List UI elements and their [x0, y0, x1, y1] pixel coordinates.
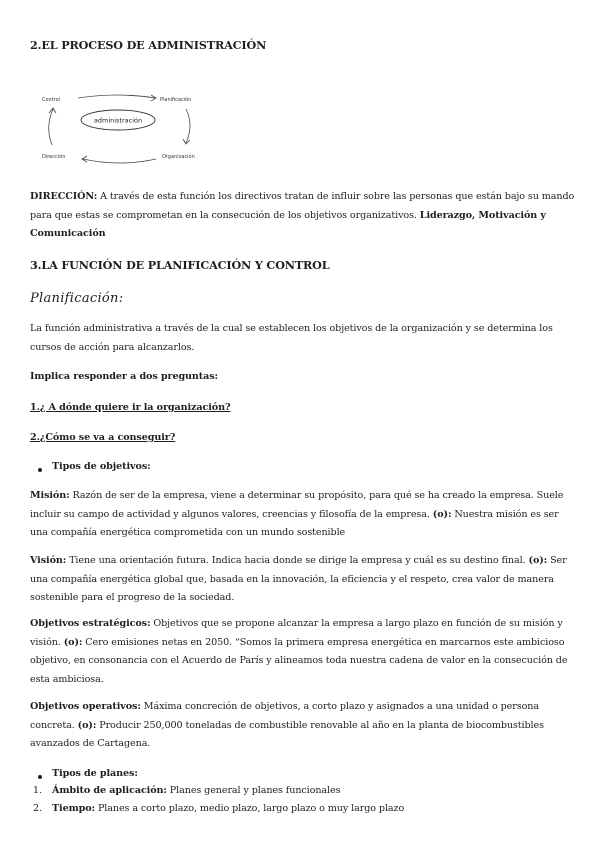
plan-2-number: 2. [33, 803, 43, 814]
implica-line: Implica responder a dos preguntas: [30, 371, 219, 382]
planificacion-intro: La función administrativa a través de la cual se establecen los objetivos de la organización y se determina los cursos de acción para alcanzarlos. [30, 323, 553, 353]
diagram-arrow-bottom [83, 159, 156, 163]
diagram-arrow-left [49, 109, 53, 145]
bullet-dot [38, 775, 42, 779]
diagram-center-label: administración [93, 116, 143, 125]
section-2-title: 2.EL PROCESO DE ADMINISTRACIÓN [30, 38, 267, 52]
diagram-arrow-right [186, 109, 190, 143]
tipos-objetivos-heading: Tipos de objetivos: [52, 461, 151, 472]
diagram-label-planificacion: Planificación [160, 97, 192, 103]
objetivos-operativos-paragraph: Objetivos operativos: Máxima concreción de objetivos, a corto plazo y asignados a una unidad o persona concreta. (o): Producir 250,000 toneladas de combustible renovable al año en la planta de biocombustibles avanzados de Cartagena. [30, 701, 544, 749]
direccion-label: DIRECCIÓN: [30, 191, 98, 202]
objetivos-estrategicos-paragraph: Objetivos estratégicos: Objetivos que se propone alcanzar la empresa a largo plazo en función de su misión y visión. (o): Cero emisiones netas en 2050. “Somos la primera empresa energética en marcarnos este ambicioso objetivo, en consonancia con el Acuerdo de París y alineamos toda nuestra cadena de valor en la consecución de esta ambiciosa. [30, 618, 568, 685]
diagram-label-direccion: Dirección [42, 154, 66, 160]
administration-cycle-diagram [38, 87, 218, 172]
plan-1-line: Ámbito de aplicación: Planes general y planes funcionales [52, 785, 341, 796]
plan-1-number: 1. [33, 785, 43, 796]
mision-paragraph: Misión: Razón de ser de la empresa, viene a determinar su propósito, para qué se ha creado la empresa. Suele incluir su campo de actividad y algunos valores, creencias y filosofía de la empresa. (o): Nuestra misión es ser una compañía energética comprometida con un mundo sostenible [30, 490, 564, 538]
question-1: 1.¿ A dónde quiere ir la organización? [30, 402, 231, 413]
question-2: 2.¿Cómo se va a conseguir? [30, 432, 176, 443]
diagram-label-organizacion: Organización [162, 154, 195, 160]
planificacion-subtitle: Planificación: [30, 291, 124, 306]
plan-2-line: Tiempo: Planes a corto plazo, medio plazo, largo plazo o muy largo plazo [52, 803, 405, 814]
diagram-arrow-top [78, 95, 155, 98]
section-3-title: 3.LA FUNCIÓN DE PLANIFICACIÓN Y CONTROL [30, 258, 330, 272]
tipos-planes-heading: Tipos de planes: [52, 768, 138, 779]
direccion-bold-end: Liderazgo, Motivación y Comunicación [30, 209, 546, 239]
direccion-paragraph: DIRECCIÓN: A través de esta función los directivos tratan de influir sobre las personas que están bajo su mando para que estas se comprometan en la consecución de los objetivos organizativos. Liderazgo, Motivación y Comunicación [30, 191, 575, 239]
vision-paragraph: Visión: Tiene una orientación futura. Indica hacia donde se dirige la empresa y cuál es su destino final. (o): Ser una compañía energética global que, basada en la innovación, la eficiencia y el respeto, crea valor de manera sostenible para el progreso de la sociedad. [30, 555, 567, 603]
diagram-label-control: Control [42, 97, 61, 103]
bullet-dot [38, 468, 42, 472]
